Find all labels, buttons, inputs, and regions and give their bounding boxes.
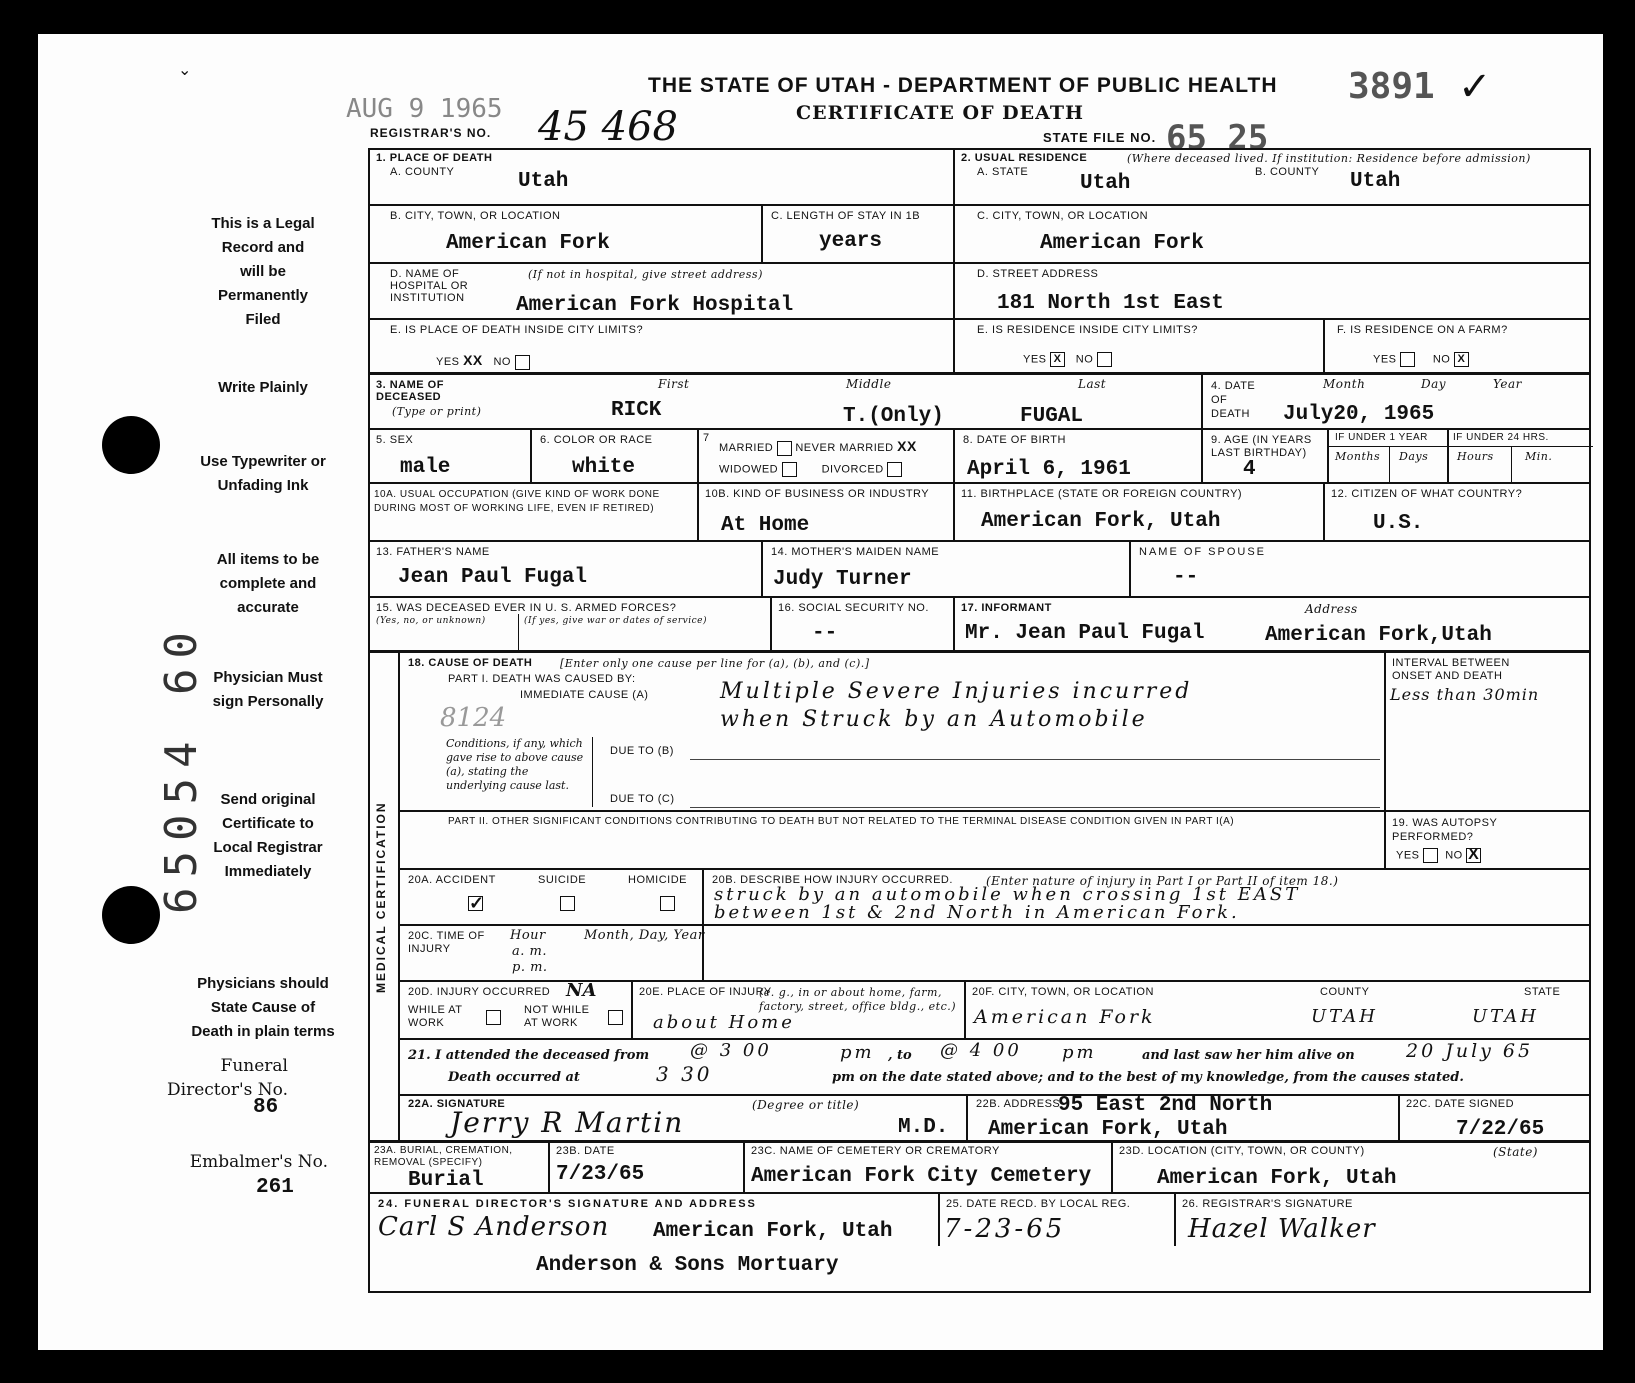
state-file-label: STATE FILE NO. [1043, 130, 1157, 145]
blank-injury-cell [702, 924, 1591, 980]
corner-number: 3891 [1348, 66, 1435, 107]
residence-inside-city-cell: E. IS RESIDENCE INSIDE CITY LIMITS? YES X NO [953, 318, 1323, 372]
residence-city-cell: C. CITY, TOWN, OR LOCATION American Fork [953, 204, 1591, 262]
interval-cell: INTERVAL BETWEEN ONSET AND DEATH Less than 30min [1384, 650, 1591, 810]
received-stamp: AUG 9 1965 [346, 94, 503, 124]
medical-cert-sidebar [368, 650, 398, 1140]
armed-forces-cell: 15. WAS DECEASED EVER IN U. S. ARMED FORCES? (Yes, no, or unknown) (If yes, give war or dates of service) [368, 596, 770, 650]
under-1-year-cell: IF UNDER 1 YEAR Months Days [1327, 428, 1447, 482]
widowed-checkbox[interactable] [782, 462, 797, 477]
business: At Home [721, 514, 810, 537]
physician-degree: M.D. [898, 1116, 949, 1139]
sex: male [400, 456, 451, 479]
first-name: RICK [611, 399, 662, 422]
accident-type-cell: 20A. ACCIDENT SUICIDE HOMICIDE ✓ [398, 868, 702, 924]
physician-address-cell: 22B. ADDRESS 95 East 2nd North American Fork, Utah [966, 1094, 1398, 1140]
registrar-signature: Hazel Walker [1188, 1214, 1376, 1244]
registrar-no-label: REGISTRAR'S NO. [370, 126, 492, 140]
interval-value: Less than 30min [1390, 685, 1540, 704]
punch-hole-top [102, 416, 160, 474]
immediate-cause-line-1: Multiple Severe Injuries incurred [720, 679, 1193, 704]
burial-date-cell: 23B. DATE 7/23/65 [548, 1140, 743, 1192]
age-cell: 9. AGE (IN YEARS LAST BIRTHDAY) 4 [1201, 428, 1327, 482]
homicide-checkbox[interactable] [660, 896, 675, 911]
under-24-hrs-cell: IF UNDER 24 HRS. Hours Min. [1447, 428, 1591, 482]
mother-name: Judy Turner [773, 568, 912, 591]
residence-city: American Fork [1040, 232, 1204, 255]
attended-to-time: @ 4 00 [940, 1040, 1022, 1061]
divorced-checkbox[interactable] [887, 462, 902, 477]
deceased-name-cell: 3. NAME OF DECEASED (Type or print) First Middle Last RICK T.(Only) FUGAL [368, 372, 1201, 428]
father-name-cell: 13. FATHER'S NAME Jean Paul Fugal [368, 540, 761, 596]
injury-location-cell: 20F. CITY, TOWN, OR LOCATION COUNTY STATE American Fork UTAH UTAH [964, 980, 1591, 1038]
informant-name: Mr. Jean Paul Fugal [965, 622, 1205, 645]
cause-of-death-cell: 18. CAUSE OF DEATH [Enter only one cause per line for (a), (b), and (c).] PART I. DEATH WAS CAUSED BY: IMMEDIATE CAUSE (A) Multiple Severe Injuries incurred when Struck by an Automobile 8124 Conditions, if any, which gave rise to above cause (a), stating the underlying cause last. DUE TO (B) DUE TO (C) [398, 650, 1384, 810]
death-certificate [38, 34, 1603, 1350]
form-grid [368, 148, 1593, 1328]
injury-occurred-mark: NA [566, 980, 597, 1001]
write-plainly-note: Write Plainly [218, 379, 308, 396]
embalmer-label: Embalmer's No. [189, 1152, 328, 1172]
funeral-director-address: American Fork, Utah [653, 1220, 893, 1243]
while-at-work-checkbox[interactable] [486, 1010, 501, 1025]
color-race-cell: 6. COLOR OR RACE white [530, 428, 697, 482]
hospital-name: American Fork Hospital [516, 294, 794, 317]
cemetery-location: American Fork, Utah [1157, 1167, 1397, 1190]
date-signed: 7/22/65 [1456, 1118, 1545, 1141]
age: 4 [1243, 458, 1256, 481]
funeral-director-label: Funeral Director's No. [167, 1056, 288, 1100]
physician-signature-cell: 22A. SIGNATURE (Degree or title) Jerry R Martin M.D. [398, 1094, 966, 1140]
physician-note: Physician Must sign Personally [212, 669, 324, 710]
part-2-cell: PART II. OTHER SIGNIFICANT CONDITIONS CONTRIBUTING TO DEATH BUT NOT RELATED TO THE TERMINAL DISEASE CONDITION GIVEN IN PART I(A) [398, 810, 1384, 868]
length-of-stay: years [819, 230, 883, 253]
accident-checkbox[interactable]: ✓ [469, 893, 485, 913]
sex-cell: 5. SEX male [368, 428, 530, 482]
not-while-at-work-checkbox[interactable] [608, 1010, 623, 1025]
injury-state: UTAH [1472, 1006, 1539, 1027]
attended-from-time: @ 3 00 [690, 1040, 772, 1061]
citizen: U.S. [1373, 512, 1424, 535]
state-title: THE STATE OF UTAH - DEPARTMENT OF PUBLIC HEALTH [648, 74, 1278, 97]
death-inside-city-no-checkbox[interactable] [515, 355, 530, 370]
mortuary-name: Anderson & Sons Mortuary [536, 1254, 839, 1277]
send-original-note: Send original Certificate to Local Registrar Immediately [213, 791, 323, 880]
legal-record-note: This is a Legal Record and will be Permanently Filed [211, 215, 315, 328]
place-county-cell: 1. PLACE OF DEATH A. COUNTY Utah [376, 152, 569, 193]
business-cell: 10B. KIND OF BUSINESS OR INDUSTRY At Home [697, 482, 953, 540]
citizen-cell: 12. CITIZEN OF WHAT COUNTRY? U.S. [1323, 482, 1591, 540]
father-name: Jean Paul Fugal [398, 566, 588, 589]
injury-county: UTAH [1311, 1006, 1378, 1027]
immediate-cause-line-2: when Struck by an Automobile [720, 707, 1148, 732]
complete-note: All items to be complete and accurate [216, 551, 320, 616]
funeral-director-signature: Carl S Anderson [378, 1212, 610, 1242]
residence-inside-city-no-checkbox[interactable] [1097, 352, 1112, 367]
injury-occurred-cell: 20D. INJURY OCCURRED NA WHILE AT WORK NOT WHILE AT WORK [398, 980, 631, 1038]
date-received-cell: 25. DATE RECD. BY LOCAL REG. 7-23-65 [938, 1192, 1174, 1246]
death-time: 3 30 [656, 1062, 713, 1086]
date-received: 7-23-65 [944, 1214, 1066, 1244]
registrar-signature-cell: 26. REGISTRAR'S SIGNATURE Hazel Walker [1174, 1192, 1591, 1246]
residence-state-cell: 2. USUAL RESIDENCE (Where deceased lived. If institution: Residence before admission) A. STATE B. COUNTY Utah Utah [953, 148, 1591, 204]
place-city-cell: B. CITY, TOWN, OR LOCATION American Fork [368, 204, 761, 262]
physicians-state-note: Physicians should State Cause of Death in plain terms [191, 975, 335, 1040]
color-race: white [572, 456, 636, 479]
residence-county: Utah [1350, 170, 1401, 193]
occupation-cell: 10A. USUAL OCCUPATION (GIVE KIND OF WORK DONE DURING MOST OF WORKING LIFE, EVEN IF RETIRED) [368, 482, 697, 540]
attended-to-pm: pm [1062, 1042, 1097, 1063]
injury-description-line-1: struck by an automobile when crossing 1st EAST [714, 884, 1301, 905]
physician-address-line-1: 95 East 2nd North [1058, 1094, 1273, 1117]
informant-cell: 17. INFORMANT Address Mr. Jean Paul Fugal American Fork,Utah [953, 596, 1591, 650]
injury-description-cell: 20B. DESCRIBE HOW INJURY OCCURRED. (Enter nature of injury in Part I or Part II of item 18.) struck by an automobile when crossing 1st EAST between 1st & 2nd North in American Fork. [702, 868, 1591, 924]
burial-date: 7/23/65 [556, 1163, 645, 1186]
hospital-cell: D. NAME OF HOSPITAL OR INSTITUTION (If not in hospital, give street address) American Fork Hospital [368, 262, 953, 318]
injury-city: American Fork [974, 1006, 1156, 1028]
farm-cell: F. IS RESIDENCE ON A FARM? YES NO X [1323, 318, 1591, 372]
date-of-birth: April 6, 1961 [967, 458, 1131, 481]
birthplace-cell: 11. BIRTHPLACE (STATE OR FOREIGN COUNTRY) American Fork, Utah [953, 482, 1323, 540]
birthplace: American Fork, Utah [981, 510, 1221, 533]
middle-name: T.(Only) [843, 405, 944, 428]
vertical-serial-number: 65054 60 [156, 622, 207, 914]
cemetery-location-cell: 23D. LOCATION (CITY, TOWN, OR COUNTY) (State) American Fork, Utah [1111, 1140, 1591, 1192]
marital-status-cell: 7 MARRIED NEVER MARRIED XX WIDOWED DIVORCED [697, 428, 953, 482]
typewriter-note: Use Typewriter or Unfading Ink [200, 453, 326, 494]
death-inside-city-cell: E. IS PLACE OF DEATH INSIDE CITY LIMITS? YES XX NO [368, 318, 953, 372]
cemetery-cell: 23C. NAME OF CEMETERY OR CREMATORY American Fork City Cemetery [743, 1140, 1111, 1192]
residence-inside-city-yes-checkbox[interactable]: X [1050, 352, 1065, 367]
death-county: Utah [518, 170, 569, 193]
place-of-injury: about Home [653, 1012, 795, 1033]
funeral-director-no: 86 [253, 1096, 279, 1119]
residence-state: Utah [1080, 172, 1131, 195]
burial-method: Burial [408, 1169, 484, 1192]
farm-no-checkbox[interactable]: X [1454, 352, 1469, 367]
date-of-death-cell: 4. DATE OF DEATH Month Day Year July20, 1965 [1201, 372, 1591, 428]
embalmer-no: 261 [256, 1176, 294, 1199]
street-address-cell: D. STREET ADDRESS 181 North 1st East [953, 262, 1591, 318]
last-saw-date: 20 July 65 [1406, 1040, 1534, 1062]
attendance-cell: 21. I attended the deceased from @ 3 00 pm , to @ 4 00 pm and last saw her him alive on 20 July 65 Death occurred at 3 30 pm on the date stated above; and to the best of my knowledge, from the causes stated. [398, 1038, 1591, 1094]
injury-description-line-2: between 1st & 2nd North in American Fork. [714, 902, 1240, 923]
place-of-injury-cell: 20E. PLACE OF INJURY (e. g., in or about home, farm, factory, street, office bldg., etc.) about Home [631, 980, 964, 1038]
physician-signature: Jerry R Martin [450, 1106, 685, 1139]
physician-address-line-2: American Fork, Utah [988, 1118, 1228, 1141]
time-of-injury-cell: 20C. TIME OF INJURY Hour a. m. p. m. Month, Day, Year [398, 924, 702, 980]
check-mark-icon: ✓ [1458, 65, 1492, 109]
cause-code: 8124 [440, 703, 507, 733]
farm-yes-checkbox[interactable] [1400, 352, 1415, 367]
spouse-name: -- [1173, 566, 1199, 589]
street-address: 181 North 1st East [997, 292, 1224, 315]
funeral-director-cell: 24. FUNERAL DIRECTOR'S SIGNATURE AND ADDRESS Carl S Anderson American Fork, Utah [368, 1192, 938, 1246]
cemetery-name: American Fork City Cemetery [751, 1165, 1092, 1188]
medical-certification-label: MEDICAL CERTIFICATION [374, 801, 388, 993]
conditions-note: Conditions, if any, which gave rise to above cause (a), stating the underlying cause last. [446, 737, 584, 792]
suicide-checkbox[interactable] [560, 896, 575, 911]
mother-name-cell: 14. MOTHER'S MAIDEN NAME Judy Turner [761, 540, 1129, 596]
spouse-cell: NAME OF SPOUSE -- [1129, 540, 1591, 596]
chevron-down-icon: ⌄ [178, 62, 192, 79]
social-security-no: -- [812, 622, 838, 645]
certificate-title: CERTIFICATE OF DEATH [796, 102, 1084, 124]
date-signed-cell: 22C. DATE SIGNED 7/22/65 [1398, 1094, 1591, 1140]
date-of-death: July20, 1965 [1283, 403, 1435, 426]
length-of-stay-cell: C. LENGTH OF STAY IN 1B years [761, 204, 953, 262]
death-city: American Fork [446, 232, 610, 255]
ssn-cell: 16. SOCIAL SECURITY NO. -- [770, 596, 953, 650]
autopsy-cell: 19. WAS AUTOPSY PERFORMED? YES NO X [1384, 810, 1591, 868]
autopsy-yes-checkbox[interactable] [1423, 848, 1438, 863]
attended-from-pm: pm [840, 1042, 875, 1063]
informant-address: American Fork,Utah [1265, 624, 1492, 647]
married-checkbox[interactable] [777, 441, 792, 456]
autopsy-no-checkbox[interactable]: X [1468, 846, 1480, 863]
state-file-no: 65 25 [1166, 118, 1269, 158]
date-of-birth-cell: 8. DATE OF BIRTH April 6, 1961 [953, 428, 1201, 482]
last-name: FUGAL [1020, 405, 1084, 428]
burial-method-cell: 23A. BURIAL, CREMATION, REMOVAL (SPECIFY) Burial [368, 1140, 548, 1192]
registrar-no: 45 468 [538, 104, 678, 150]
punch-hole-bottom [102, 886, 160, 944]
